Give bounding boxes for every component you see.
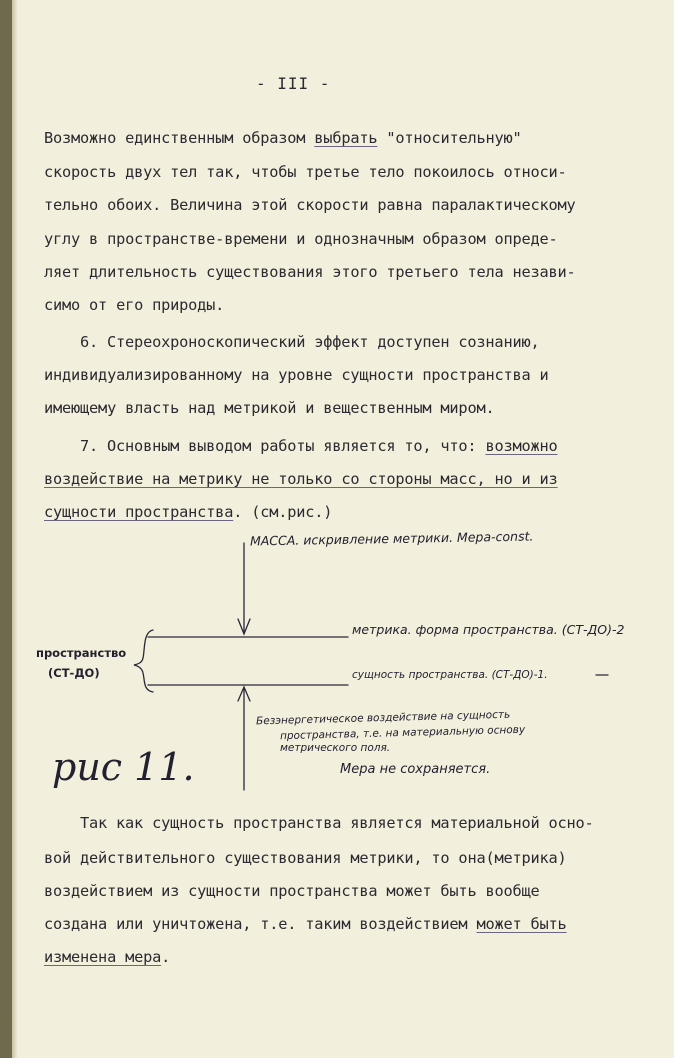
bottom-label: метрического поля. [280, 742, 391, 754]
text-segment: создана или уничтожена, т.е. таким воздействием [44, 915, 477, 933]
text-line: Так как сущность пространства является материальной осно- [80, 814, 594, 832]
bottom-label: Безэнергетическое воздействие на сущность [255, 708, 511, 728]
bottom-label: Мера не сохраняется. [340, 762, 491, 777]
text-segment: 7. Основным выводом работы является то, что: [80, 437, 486, 455]
figure-top-label: МАССА. искривление метрики. Мера-const. [249, 528, 534, 549]
text-line [44, 948, 170, 966]
text-line: вой действительного существования метрики, то она(метрика) [44, 849, 567, 867]
text-line: углу в пространстве-времени и однозначным образом опреде- [44, 230, 558, 248]
essence-label: сущность пространства. (СТ-ДО)-1. [352, 669, 548, 681]
text-line: ляет длительность существования этого третьего тела незави- [44, 263, 576, 281]
document-page [12, 0, 674, 1058]
brace [134, 630, 153, 692]
text-segment: Возможно единственным образом [44, 129, 315, 147]
text-line: 6. Стереохроноскопический эффект доступен сознанию, [80, 333, 540, 351]
brace-label: пространство [36, 646, 127, 660]
text-line: симо от его природы. [44, 296, 225, 314]
figure-caption: рис 11. [52, 745, 195, 789]
bottom-label: пространства, т.е. на материальную основу [279, 723, 526, 743]
underlined-text: может быть [476, 915, 567, 933]
text-line: индивидуализированному на уровне сущности пространства и [44, 366, 549, 384]
text-line: скорость двух тел так, чтобы третье тело покоилось относи- [44, 163, 567, 181]
metric-label: метрика. форма пространства. (СТ-ДО)-2 [352, 622, 625, 637]
underlined-text: изменена мера [44, 948, 162, 966]
underlined-text: возможно [485, 437, 558, 455]
text-segment: . (см.рис.) [233, 503, 333, 521]
text-line: имеющему власть над метрикой и вещественным миром. [44, 399, 495, 417]
text-line: воздействием из сущности пространства может быть вообще [44, 882, 540, 900]
text-segment: "относительную" [377, 129, 522, 147]
brace-label: (СТ-ДО) [48, 666, 100, 680]
text-line: тельно обоих. Величина этой скорости равна паралактическому [44, 196, 576, 214]
underlined-text: сущности пространства [44, 503, 234, 521]
text-line [44, 915, 567, 933]
underlined-text: воздействие на метрику не только со стороны масс, но и из [44, 470, 558, 488]
text-segment: . [161, 948, 171, 966]
page-number: - III - [256, 74, 331, 93]
underlined-text: выбрать [314, 129, 378, 147]
